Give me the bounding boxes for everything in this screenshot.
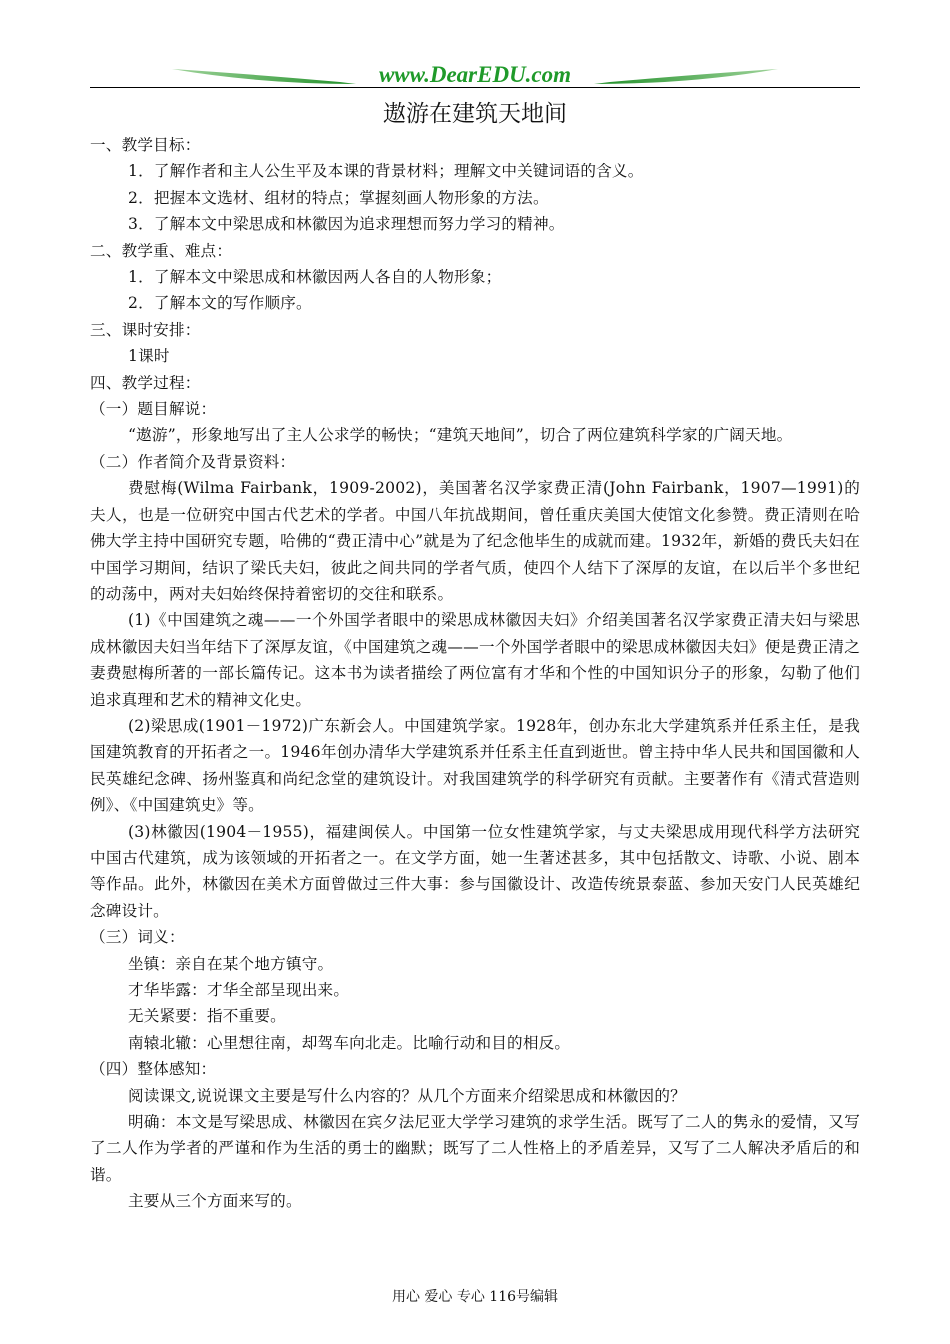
site-url: www.DearEDU.com: [378, 62, 572, 87]
paragraph: (3)林徽因(1904－1955)，福建闽侯人。中国第一位女性建筑学家，与丈夫梁思成用现代科学方法研究中国古代建筑，成为该领域的开拓者之一。在文学方面，她一生著述甚多，其中包括散文、诗歌、小说、剧本等作品。此外，林徽因在美术方面曾做过三件大事：参与国徽设计、改造传统景泰蓝、参加天安门人民英雄纪念碑设计。: [90, 822, 860, 920]
document-content: [90, 132, 860, 1215]
subsection-heading: （三）词义：: [90, 928, 185, 947]
paragraph: 阅读课文,说说课文主要是写什么内容的？从几个方面来介绍梁思成和林徽因的？: [128, 1086, 686, 1105]
paragraph: 才华毕露：才华全部呈现出来。: [128, 981, 350, 999]
right-swoosh-icon: [594, 69, 778, 84]
header-rule: [90, 87, 860, 88]
subsection-heading: （二）作者简介及背景资料：: [90, 452, 296, 471]
subsection-heading: （四）整体感知：: [90, 1060, 217, 1079]
document-title: 遨游在建筑天地间: [383, 101, 567, 127]
subsection-heading: （一）题目解说：: [90, 400, 217, 419]
paragraph: 南辕北辙：心里想往南，却驾车向北走。比喻行动和目的相反。: [128, 1033, 571, 1052]
left-swoosh-icon: [172, 69, 356, 84]
section-heading: 二、教学重、难点：: [90, 241, 233, 260]
section-heading: 一、教学目标：: [90, 136, 201, 154]
list-item: 3．了解本文中梁思成和林徽因为追求理想而努力学习的精神。: [128, 215, 565, 234]
paragraph: 坐镇：亲自在某个地方镇守。: [128, 954, 334, 973]
site-logo-banner: [0, 0, 950, 100]
section-heading: 三、课时安排：: [90, 320, 201, 339]
paragraph: 明确：本文是写梁思成、林徽因在宾夕法尼亚大学学习建筑的求学生活。既写了二人的隽永的爱情，又写了二人作为学者的严谨和作为生活的勇士的幽默；既写了二人性格上的矛盾差异，又写了二人解决矛盾后的和谐。: [90, 1113, 860, 1184]
paragraph: 无关紧要：指不重要。: [128, 1007, 286, 1026]
list-item: 2．了解本文的写作顺序。: [128, 294, 312, 313]
paragraph: “遨游”，形象地写出了主人公求学的畅快；“建筑天地间”，切合了两位建筑科学家的广阔天地。: [128, 426, 793, 445]
list-item: 1．了解本文中梁思成和林徽因两人各自的人物形象；: [128, 268, 502, 287]
section-heading: 四、教学过程：: [90, 373, 201, 392]
list-item: 2．把握本文选材、组材的特点；掌握刻画人物形象的方法。: [128, 188, 549, 207]
page-footer: 用心 爱心 专心 116号编辑: [391, 1289, 559, 1305]
paragraph: 主要从三个方面来写的。: [128, 1192, 302, 1211]
list-item: 1．了解作者和主人公生平及本课的背景材料；理解文中关键词语的含义。: [128, 162, 644, 181]
paragraph: (1)《中国建筑之魂——一个外国学者眼中的梁思成林徽因夫妇》介绍美国著名汉学家费正清夫妇与梁思成林徽因夫妇当年结下了深厚友谊，《中国建筑之魂——一个外国学者眼中的梁思成林徽因夫妇》便是费正清之妻费慰梅所著的一部长篇传记。这本书为读者描绘了两位富有才华和个性的中国知识分子的形象，勾勒了他们追求真理和艺术的精神文化史。: [90, 611, 860, 709]
document-body: [90, 96, 860, 1215]
paragraph: 费慰梅(Wilma Fairbank，1909-2002)，美国著名汉学家费正清(John Fairbank，1907—1991)的夫人，也是一位研究中国古代艺术的学者。中国八年抗战期间，曾任重庆美国大使馆文化参赞。费正清则在哈佛大学主持中国研究专题，哈佛的“费正清中心”就是为了纪念他毕生的成就而建。1932年，新婚的费氏夫妇在中国学习期间，结识了梁氏夫妇，彼此之间共同的学者气质，使四个人结下了深厚的友谊，在以后半个多世纪的动荡中，两对夫妇始终保持着密切的交往和联系。: [90, 479, 860, 603]
site-header: [0, 0, 950, 100]
paragraph: (2)梁思成(1901－1972)广东新会人。中国建筑学家。1928年，创办东北大学建筑系并任系主任，是我国建筑教育的开拓者之一。1946年创办清华大学建筑系并任系主任直到逝世。曾主持中华人民共和国国徽和人民英雄纪念碑、扬州鉴真和尚纪念堂的建筑设计。对我国建筑学的科学研究有贡献。主要著作有《清式营造则例》、《中国建筑史》等。: [90, 716, 860, 815]
list-item: 1课时: [128, 347, 170, 366]
